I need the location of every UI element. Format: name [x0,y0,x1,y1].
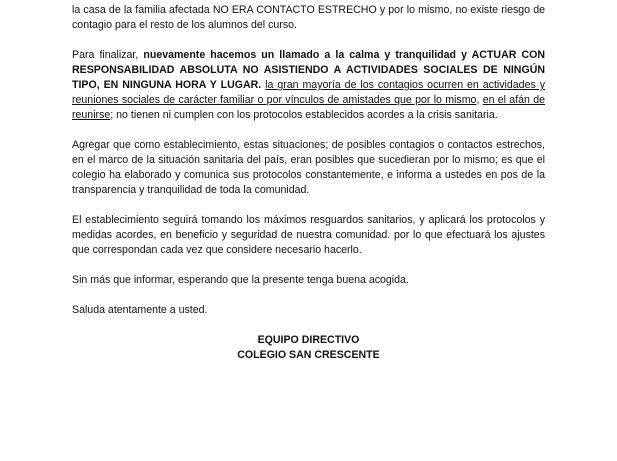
letter-body [72,0,545,363]
paragraph-closing: Sin más que informar, esperando que la presente tenga buena acogida. [72,274,409,286]
paragraph-sanitary-measures: El establecimiento seguirá tomando los máximos resguardos sanitarios, y aplicará los protocolos y medidas acordes, en beneficio y seguridad de nuestra comunidad. por lo que efectuará los ajustes que correspondan cada vez que considere necesario hacerlo. [72,214,545,256]
final-call-bold-appeal: nuevamente hacemos un llamado a la calma y tranquilidad y ACTUAR CON RESPONSABILIDAD ABSOLUTA NO ASISTIENDO A ACTIVIDADES SOCIALES DE NINGÚN TIPO, EN NINGUNA HORA Y LUGAR. [72,49,545,91]
signature-line-school: COLEGIO SAN CRESCENTE [237,349,380,361]
paragraph-establishment-protocols: Agregar que como establecimiento, estas situaciones; de posibles contagios o contactos estrechos, en el marco de la situación sanitaria del país, eran posibles que sucedieran por lo mismo; es que el colegio ha elaborado y comunica sus protocolos constantemente, e informa a ustedes en pos de la transparencia y tranquilidad de toda la comunidad. [72,139,545,196]
signature-block [72,333,545,363]
paragraph-salutation: Saluda atentamente a usted. [72,304,208,316]
final-call-underlined-reunion: en el afán de reunirse [72,94,546,121]
paragraph-final-call [72,48,545,123]
final-call-underlined-contagion: la gran mayoría de los contagios ocurren en actividades y reuniones sociales de carácter familiar o por vínculos de amistades que por lo mismo [72,79,545,106]
final-call-protocols: ; no tienen ni cumplen con los protocolos establecidos acordes a la crisis sanitaria. [110,109,498,121]
paragraph-contact-status-text: la casa de la familia afectada NO ERA CONTACTO ESTRECHO y por lo mismo, no existe riesgo de contagio para el resto de los alumnos del curso. [72,4,545,31]
paragraph-contact-status [72,3,545,33]
final-call-comma: , [476,94,483,106]
signature-line-team: EQUIPO DIRECTIVO [257,334,360,346]
final-call-intro: Para finalizar, [72,49,144,61]
